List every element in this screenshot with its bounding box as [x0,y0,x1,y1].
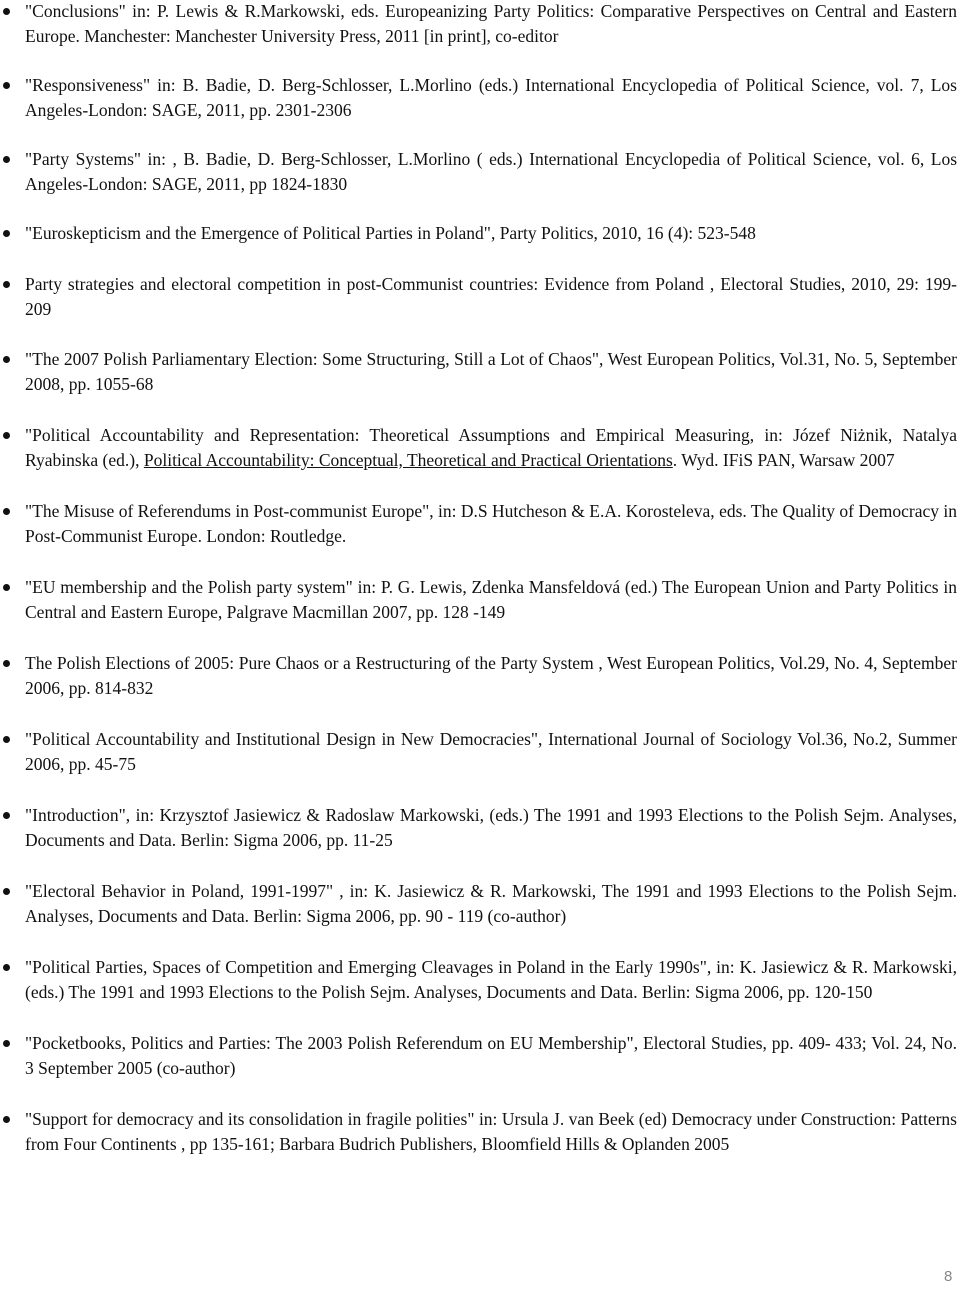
citation: "Political Accountability and Institutional Design in New Democracies", International Journal of Sociology Vol.36, No.2, Summer 2006, pp. 45-75 [25,729,957,774]
citation: "The 2007 Polish Parliamentary Election: Some Structuring, Still a Lot of Chaos", West European Politics, Vol.31, No. 5, September 2008, pp. 1055-68 [25,349,957,394]
bullet-icon [3,660,10,667]
citation: Party strategies and electoral competition in post-Communist countries: Evidence from Poland , Electoral Studies, 2010, 29: 199-209 [25,274,957,319]
citation: The Polish Elections of 2005: Pure Chaos or a Restructuring of the Party System , West European Politics, Vol.29, No. 4, September 2006, pp. 814-832 [25,653,957,698]
bullet-icon [3,888,10,895]
bullet-icon [3,964,10,971]
citation: "The Misuse of Referendums in Post-communist Europe", in: D.S Hutcheson & E.A. Korosteleva, eds. The Quality of Democracy in Post-Communist Europe. London: Routledge. [25,501,957,546]
citation [25,423,957,473]
list-item [0,221,957,246]
list-item [0,0,957,49]
bullet-icon [3,1040,10,1047]
book-title: Political Accountability: Conceptual, Theoretical and Practical Orientations [143,450,673,470]
citation: "Electoral Behavior in Poland, 1991-1997" , in: K. Jasiewicz & R. Markowski, The 1991 and 1993 Elections to the Polish Sejm. Analyses, Documents and Data. Berlin: Sigma 2006, pp. 90 - 119 (co-author) [25,881,957,926]
list-item [0,727,957,777]
bullet-icon [3,281,10,288]
list-item [0,803,957,853]
bullet-icon [3,584,10,591]
bullet-icon [3,508,10,515]
list-item [0,73,957,123]
list-item [0,423,957,473]
bullet-icon [3,156,10,163]
citation: "Pocketbooks, Politics and Parties: The 2003 Polish Referendum on EU Membership", Electoral Studies, pp. 409- 433; Vol. 24, No. 3 September 2005 (co-author) [25,1033,957,1078]
citation: "Conclusions" in: P. Lewis & R.Markowski, eds. Europeanizing Party Politics: Comparative Perspectives on Central and Eastern Europe. Manchester: Manchester University Press, 2011 [in print], co-editor [25,1,957,46]
list-item [0,1031,957,1081]
list-item [0,879,957,929]
list-item [0,575,957,625]
citation: "Support for democracy and its consolidation in fragile polities" in: Ursula J. van Beek (ed) Democracy under Construction: Patterns from Four Continents , pp 135-161; Barbara Budrich Publishers, Bloomfield Hills & Oplanden 2005 [25,1109,957,1154]
citation: "EU membership and the Polish party system" in: P. G. Lewis, Zdenka Mansfeldová (ed.) The European Union and Party Politics in Central and Eastern Europe, Palgrave Macmillan 2007, pp. 128 -149 [25,577,957,622]
citation: "Party Systems" in: , B. Badie, D. Berg-Schlosser, L.Morlino ( eds.) International Encyclopedia of Political Science, vol. 6, Los Angeles-London: SAGE, 2011, pp 1824-1830 [25,149,957,194]
citation-text: "Political Accountability and Representation: Theoretical Assumptions and Empirical Measuring, in: Józef Niżnik, Natalya Ryabinska (ed.), [25,425,957,470]
list-item [0,147,957,197]
bullet-icon [3,812,10,819]
bullet-icon [3,82,10,89]
bullet-icon [3,432,10,439]
bullet-icon [3,736,10,743]
citation: "Political Parties, Spaces of Competition and Emerging Cleavages in Poland in the Early 1990s", in: K. Jasiewicz & R. Markowski, (eds.) The 1991 and 1993 Elections to the Polish Sejm. Analyses, Documents and Data. Berlin: Sigma 2006, pp. 120-150 [25,957,957,1002]
bullet-icon [3,1116,10,1123]
citation-text: . Wyd. IFiS PAN, Warsaw 2007 [672,450,895,470]
list-item [0,347,957,397]
bullet-icon [3,8,10,15]
page-number: 8 [944,1268,953,1285]
citation: "Introduction", in: Krzysztof Jasiewicz & Radoslaw Markowski, (eds.) The 1991 and 1993 Elections to the Polish Sejm. Analyses, Documents and Data. Berlin: Sigma 2006, pp. 11-25 [25,805,957,850]
list-item [0,499,957,549]
citation: "Responsiveness" in: B. Badie, D. Berg-Schlosser, L.Morlino (eds.) International Encyclopedia of Political Science, vol. 7, Los Angeles-London: SAGE, 2011, pp. 2301-2306 [25,75,957,120]
bullet-icon [3,356,10,363]
list-item [0,272,957,322]
citation: "Euroskepticism and the Emergence of Political Parties in Poland", Party Politics, 2010, 16 (4): 523-548 [25,223,756,243]
list-item [0,1107,957,1157]
list-item [0,651,957,701]
bullet-icon [3,230,10,237]
list-item [0,955,957,1005]
